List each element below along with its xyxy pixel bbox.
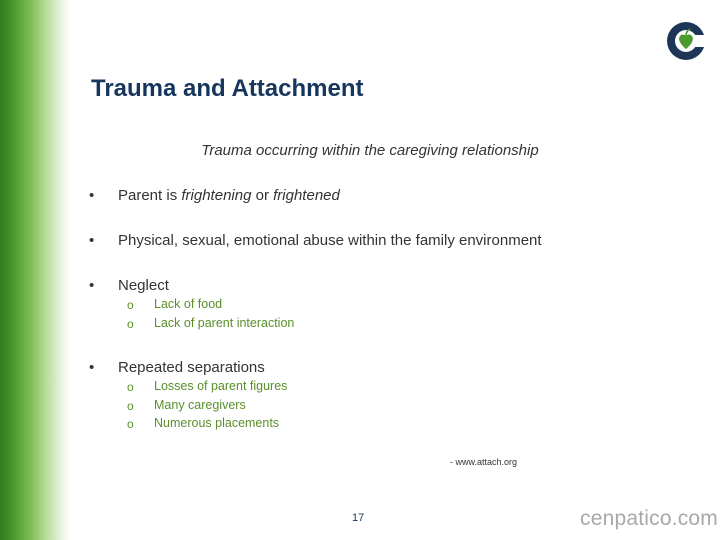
bullet-marker: •	[89, 232, 95, 249]
sub-bullet-item: Numerous placements	[154, 416, 280, 430]
brand-wordmark: cenpatico.com	[580, 507, 719, 530]
bullet-abuse: Physical, sexual, emotional abuse within the family environment	[118, 232, 542, 249]
sub-bullet-marker: o	[127, 380, 134, 394]
bullet-parent-frightening	[118, 187, 340, 204]
slide-title: Trauma and Attachment	[91, 75, 364, 102]
bullet-text-part: or	[251, 187, 274, 204]
sub-bullet-marker: o	[127, 399, 134, 413]
sub-bullet-marker: o	[127, 317, 134, 331]
sub-bullet-item: Lack of parent interaction	[154, 316, 295, 330]
slide-subtitle: Trauma occurring within the caregiving relationship	[201, 142, 539, 159]
page-number: 17	[352, 512, 365, 524]
sub-bullet-item: Lack of food	[154, 297, 223, 311]
sub-bullet-item: Losses of parent figures	[154, 379, 288, 393]
bullet-repeated-separations: Repeated separations	[118, 359, 265, 376]
green-side-bar	[0, 0, 70, 540]
sub-bullet-marker: o	[127, 417, 134, 431]
sub-bullet-marker: o	[127, 298, 134, 312]
source-citation: - www.attach.org	[450, 457, 518, 467]
bullet-italic-frightening: frightening	[181, 187, 252, 204]
bullet-neglect: Neglect	[118, 277, 169, 294]
bullet-marker: •	[89, 277, 95, 294]
cenpatico-logo-icon	[664, 18, 708, 62]
bullet-marker: •	[89, 359, 95, 376]
bullet-text-part: Parent is	[118, 187, 182, 204]
bullet-marker: •	[89, 187, 95, 204]
bullet-italic-frightened: frightened	[273, 187, 340, 204]
sub-bullet-item: Many caregivers	[154, 398, 246, 412]
